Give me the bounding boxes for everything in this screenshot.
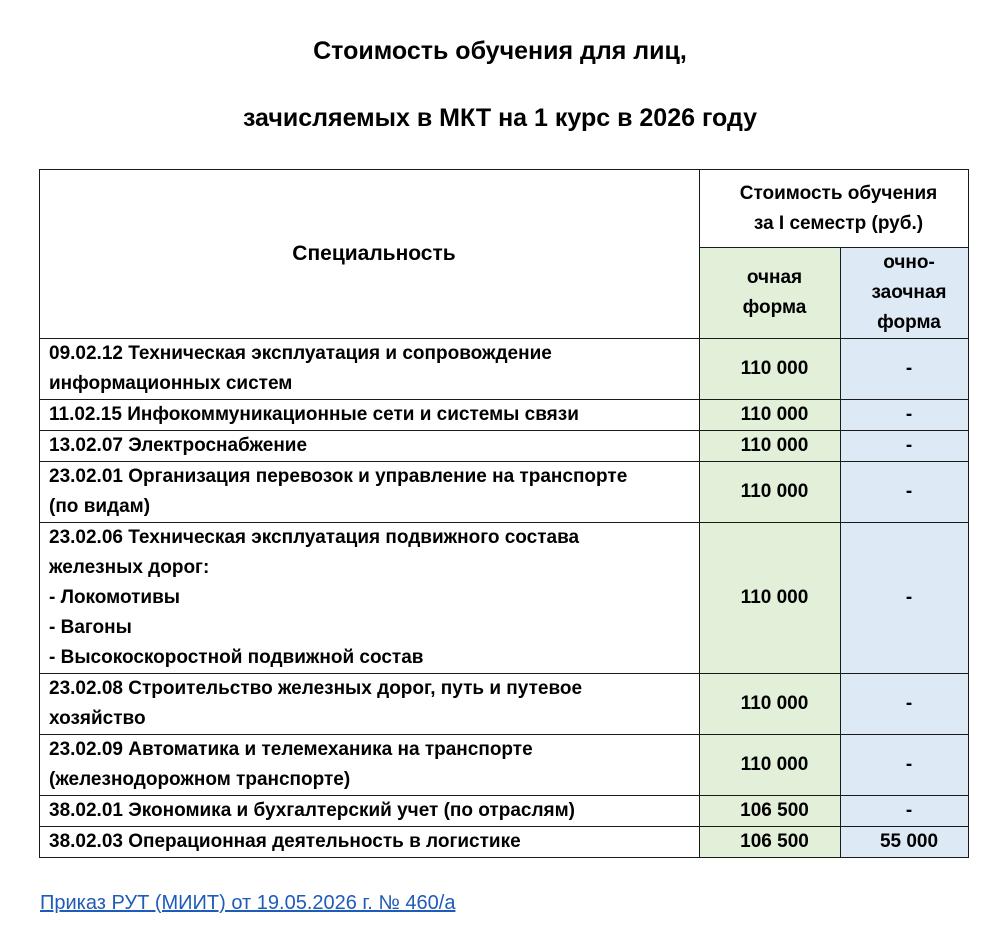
specialty-cell — [40, 462, 700, 523]
part-time-header-line-2: заочная — [871, 282, 947, 303]
specialty-line: информационных систем — [49, 373, 293, 394]
table-row — [40, 827, 969, 858]
table-row — [40, 400, 969, 431]
order-document-link[interactable]: Приказ РУТ (МИИТ) от 19.05.2026 г. № 460/а — [40, 892, 456, 914]
specialty-line: 09.02.12 Техническая эксплуатация и сопровождение — [49, 343, 552, 364]
full-time-header-line-1: очная — [746, 267, 803, 288]
cost-header-line-1: Стоимость обучения — [739, 182, 938, 204]
specialty-line: 38.02.03 Операционная деятельность в логистике — [49, 831, 521, 852]
specialty-line: - Высокоскоростной подвижной состав — [49, 647, 424, 668]
specialty-line: железных дорог: — [49, 557, 210, 578]
part-time-price: - — [841, 523, 969, 674]
specialty-line: 23.02.06 Техническая эксплуатация подвижного состава — [49, 527, 580, 548]
part-time-price: - — [841, 674, 969, 735]
table-row — [40, 523, 969, 674]
specialty-line: 23.02.08 Строительство железных дорог, путь и путевое — [49, 678, 583, 699]
specialty-cell — [40, 339, 700, 400]
specialty-cell — [40, 827, 700, 858]
specialty-line: - Вагоны — [49, 617, 132, 638]
table-row — [40, 431, 969, 462]
full-time-price: 110 000 — [700, 674, 841, 735]
part-time-price: 55 000 — [841, 827, 969, 858]
full-time-price: 110 000 — [700, 400, 841, 431]
part-time-header-line-1: очно- — [883, 252, 935, 273]
full-time-price: 106 500 — [700, 796, 841, 827]
part-time-column-header — [841, 248, 969, 339]
table-row — [40, 339, 969, 400]
specialty-line: 38.02.01 Экономика и бухгалтерский учет (по отраслям) — [49, 800, 575, 821]
page-title-line-2: зачисляемых в МКТ на 1 курс в 2026 году — [242, 104, 758, 132]
cost-header-line-2: за I семестр (руб.) — [753, 212, 924, 234]
specialty-line: 11.02.15 Инфокоммуникационные сети и системы связи — [49, 404, 579, 425]
specialty-line: (железнодорожном транспорте) — [49, 769, 351, 790]
specialty-cell — [40, 523, 700, 674]
full-time-price: 110 000 — [700, 339, 841, 400]
specialty-column-header: Специальность — [40, 170, 700, 339]
part-time-header-line-3: форма — [877, 312, 941, 333]
specialty-line: (по видам) — [49, 496, 151, 517]
specialty-line: 23.02.09 Автоматика и телемеханика на транспорте — [49, 739, 533, 760]
specialty-cell — [40, 400, 700, 431]
part-time-price: - — [841, 462, 969, 523]
table-header-row — [40, 170, 969, 248]
full-time-price: 110 000 — [700, 735, 841, 796]
full-time-price: 110 000 — [700, 523, 841, 674]
full-time-column-header — [700, 248, 841, 339]
specialty-cell — [40, 674, 700, 735]
table-row — [40, 462, 969, 523]
table-row — [40, 735, 969, 796]
table-row — [40, 674, 969, 735]
cost-column-header — [700, 170, 969, 248]
specialty-line: 23.02.01 Организация перевозок и управление на транспорте — [49, 466, 628, 487]
part-time-price: - — [841, 431, 969, 462]
tuition-table — [39, 169, 969, 858]
specialty-line: 13.02.07 Электроснабжение — [49, 435, 308, 456]
specialty-cell — [40, 735, 700, 796]
specialty-cell — [40, 796, 700, 827]
full-time-price: 110 000 — [700, 462, 841, 523]
part-time-price: - — [841, 400, 969, 431]
specialty-cell — [40, 431, 700, 462]
part-time-price: - — [841, 796, 969, 827]
specialty-line: - Локомотивы — [49, 587, 180, 608]
part-time-price: - — [841, 339, 969, 400]
table-row — [40, 796, 969, 827]
full-time-price: 110 000 — [700, 431, 841, 462]
page-title-line-1: Стоимость обучения для лиц, — [313, 37, 687, 65]
full-time-header-line-2: форма — [742, 297, 807, 318]
specialty-line: хозяйство — [49, 708, 146, 729]
full-time-price: 106 500 — [700, 827, 841, 858]
part-time-price: - — [841, 735, 969, 796]
